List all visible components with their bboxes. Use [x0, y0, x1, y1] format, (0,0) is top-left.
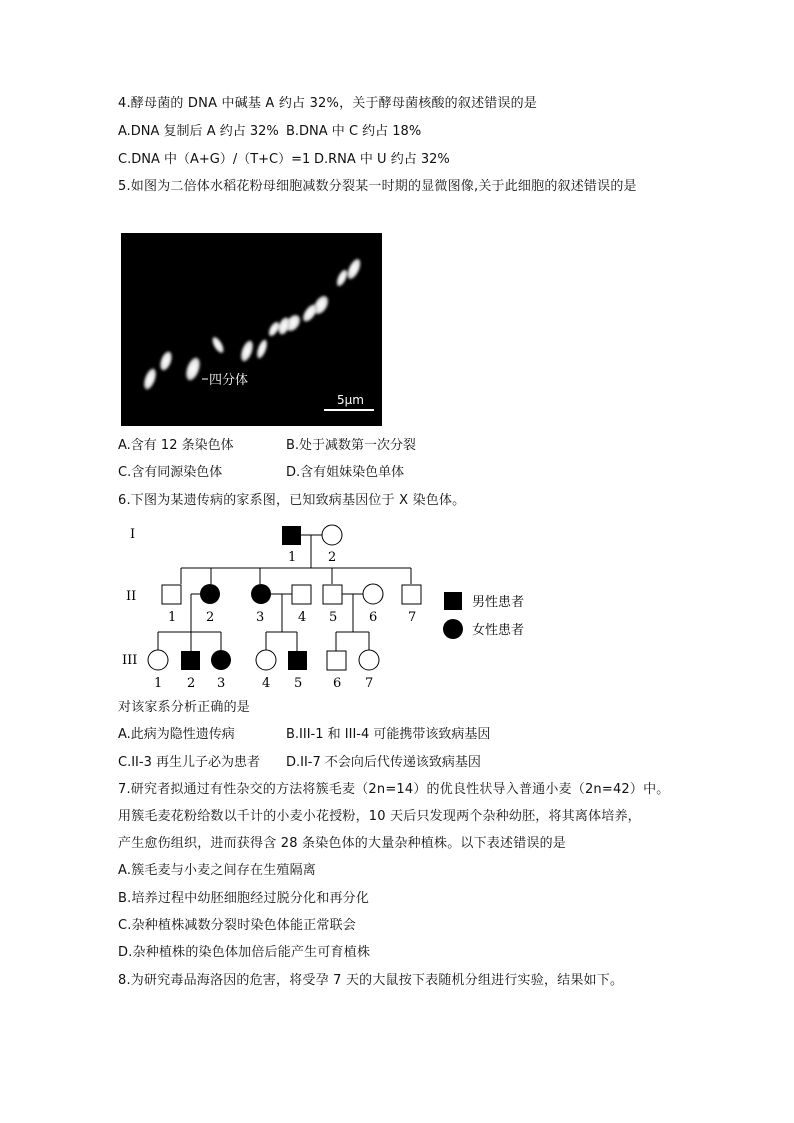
- q7-option-b: B.培养过程中幼胚细胞经过脱分化和再分化: [118, 891, 370, 906]
- q4-option-b: B.DNA 中 C 约占 18%: [286, 124, 422, 139]
- q7-option-d: D.杂种植株的染色体加倍后能产生可育植株: [118, 945, 371, 960]
- gen2-num-3: 3: [256, 610, 265, 625]
- gen3-female-7: [359, 650, 379, 670]
- gen2-female-6: [363, 584, 383, 604]
- gen3-affected-female-3: [211, 650, 231, 670]
- q8-stem: 8.为研究毒品海洛因的危害，将受孕 7 天的大鼠按下表随机分组进行实验，结果如下。: [118, 973, 624, 988]
- q4-options-row1: [118, 123, 421, 141]
- q4-option-c: C.DNA 中（A+G）/（T+C）=1: [118, 152, 311, 167]
- gen3-male-6: [327, 651, 346, 670]
- q4-option-a: A.DNA 复制后 A 约占 32%: [118, 124, 279, 139]
- q7-line-1: 7.研究者拟通过有性杂交的方法将簇毛麦（2n=14）的优良性状导入普通小麦（2n=42）中。: [118, 782, 670, 797]
- gen2-affected-female-3: [251, 584, 271, 604]
- gen-label-2: II: [126, 589, 137, 604]
- q5-options-row1: [118, 437, 416, 455]
- q7-option-a: A.簇毛麦与小麦之间存在生殖隔离: [118, 863, 316, 878]
- q4-option-d: D.RNA 中 U 约占 32%: [314, 152, 450, 167]
- q5-option-a: A.含有 12 条染色体: [118, 438, 234, 453]
- gen3-affected-male-2: [181, 651, 200, 670]
- q6-option-b: B.III-1 和 III-4 可能携带该致病基因: [286, 727, 491, 742]
- gen2-affected-female-2: [200, 584, 220, 604]
- legend-male-symbol: [444, 592, 462, 610]
- pedigree-chart: [118, 520, 538, 692]
- q4-options-row2: [118, 151, 450, 169]
- q6-options-row1: [118, 726, 490, 744]
- q5-stem: 5.如图为二倍体水稻花粉母细胞减数分裂某一时期的显微图像,关于此细胞的叙述错误的是: [118, 179, 637, 194]
- gen3-num-7: 7: [365, 676, 374, 691]
- scale-label: 5μm: [337, 393, 364, 407]
- gen-label-1: I: [130, 527, 136, 542]
- gen2-num-4: 4: [298, 610, 307, 625]
- gen3-female-1: [148, 650, 168, 670]
- gen2-male-7: [402, 585, 421, 604]
- q6-option-d: D.II-7 不会向后代传递该致病基因: [286, 755, 481, 770]
- legend-female-symbol: [443, 619, 463, 639]
- gen2-male-5: [323, 585, 342, 604]
- gen3-num-4: 4: [262, 676, 271, 691]
- chromosomes: [142, 257, 364, 391]
- gen3-affected-male-5: [288, 651, 307, 670]
- gen2-num-6: 6: [369, 610, 378, 625]
- gen1-num-2: 2: [328, 550, 337, 565]
- gen3-num-1: 1: [154, 676, 163, 691]
- gen2-num-5: 5: [329, 610, 338, 625]
- gen1-affected-male: [282, 526, 301, 545]
- gen3-female-4: [256, 650, 276, 670]
- q7-line-3: 产生愈伤组织，进而获得含 28 条染色体的大量杂种植株。以下表述错误的是: [118, 836, 567, 851]
- pedigree-svg: [118, 520, 538, 692]
- q5-option-c: C.含有同源染色体: [118, 465, 223, 480]
- q7-option-c: C.杂种植株减数分裂时染色体能正常联会: [118, 918, 357, 933]
- gen2-male-1: [162, 585, 181, 604]
- q5-option-b: B.处于减数第一次分裂: [286, 438, 417, 453]
- gen3-num-6: 6: [333, 676, 342, 691]
- legend-female-label: 女性患者: [472, 623, 525, 638]
- q6-stem: 6.下图为某遗传病的家系图，已知致病基因位于 X 染色体。: [118, 493, 466, 508]
- gen1-female: [322, 525, 342, 545]
- gen2-num-2: 2: [206, 610, 215, 625]
- micrograph-figure: [121, 233, 382, 426]
- q6-options-row2: [118, 754, 481, 772]
- q5-option-d: D.含有姐妹染色单体: [286, 465, 405, 480]
- micrograph-image: [121, 233, 382, 426]
- gen1-num-1: 1: [288, 550, 297, 565]
- q4-stem: 4.酵母菌的 DNA 中碱基 A 约占 32%，关于酵母菌核酸的叙述错误的是: [118, 96, 538, 111]
- q5-options-row2: [118, 464, 404, 482]
- gen2-male-4: [292, 585, 311, 604]
- gen3-num-3: 3: [217, 676, 226, 691]
- gen3-num-5: 5: [294, 676, 303, 691]
- q6-analysis: 对该家系分析正确的是: [118, 700, 251, 715]
- gen2-num-1: 1: [168, 610, 177, 625]
- q6-option-a: A.此病为隐性遗传病: [118, 727, 235, 742]
- gen2-num-7: 7: [408, 610, 417, 625]
- q6-option-c: C.II-3 再生儿子必为患者: [118, 755, 260, 770]
- q7-line-2: 用簇毛麦花粉给数以千计的小麦小花授粉，10 天后只发现两个杂种幼胚，将其离体培养，: [118, 809, 641, 824]
- tetrad-label: 四分体: [209, 373, 249, 388]
- gen3-num-2: 2: [187, 676, 196, 691]
- gen-label-3: III: [122, 653, 138, 668]
- legend-male-label: 男性患者: [472, 595, 525, 610]
